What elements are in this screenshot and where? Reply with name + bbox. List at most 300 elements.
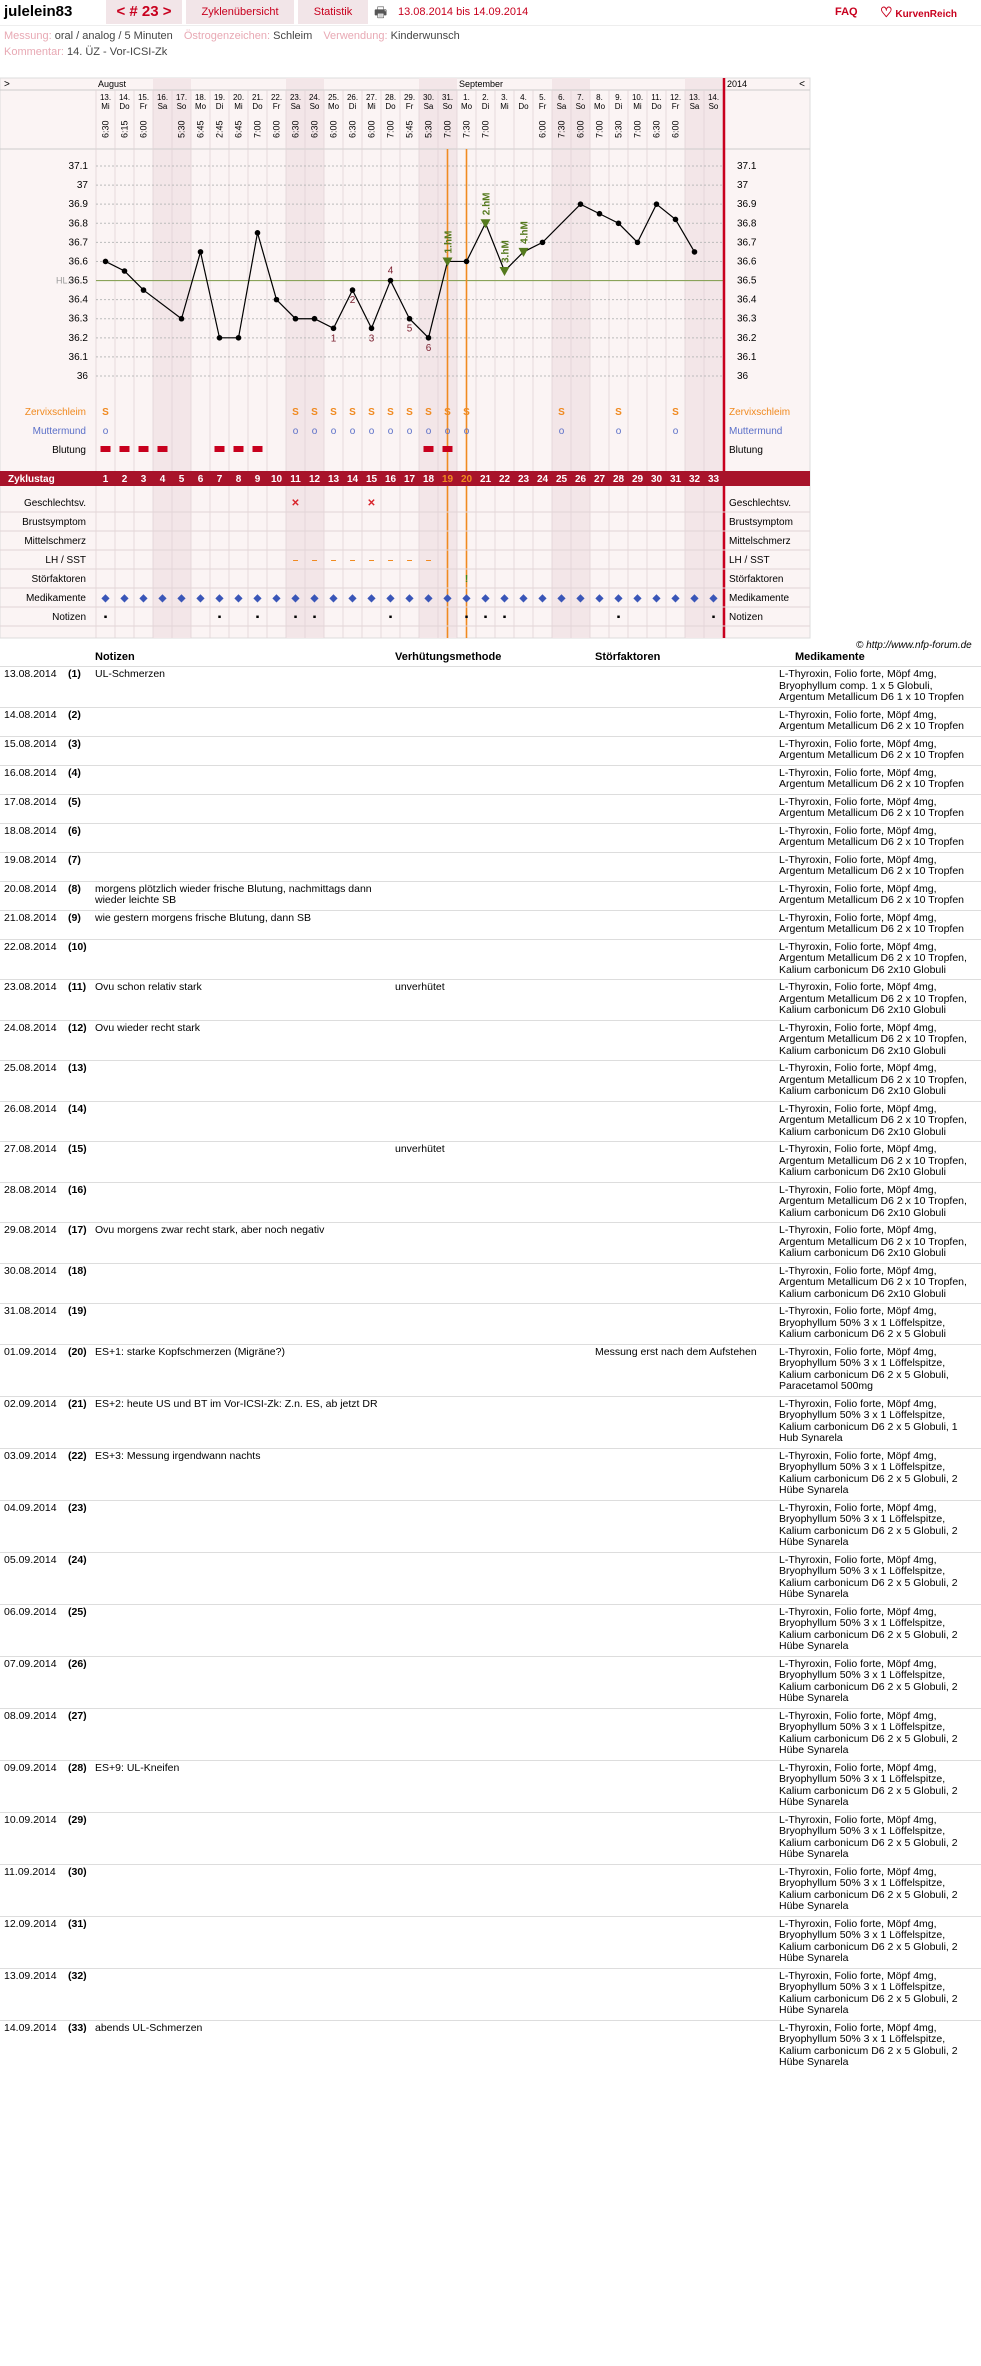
zervix-mark: S — [463, 407, 470, 418]
note-date: 10.09.2014 — [4, 1813, 57, 1826]
y-tick-label-right: 36.3 — [737, 313, 757, 325]
notes-col-notizen: Notizen — [95, 651, 135, 663]
time-label: 7:00 — [385, 120, 396, 138]
time-label: 2:45 — [214, 120, 225, 138]
cycle-day-number: 2 — [121, 474, 128, 485]
blutung-mark — [215, 446, 225, 452]
weekday-label: Di — [614, 102, 623, 111]
note-num: (6) — [68, 824, 81, 837]
note-med: L-Thyroxin, Folio forte, Möpf 4mg, Argentum Metallicum D6 2 x 10 Tropfen, Kalium carbonicum D6 2x10 Globuli — [779, 1021, 967, 1057]
muttermund-mark: o — [349, 426, 356, 437]
weekday-label: Fr — [405, 102, 414, 111]
cycle-overview-tab[interactable]: Zyklenübersicht — [186, 0, 294, 24]
cycle-chart — [0, 76, 981, 640]
cycle-day-number: 15 — [365, 474, 378, 485]
cycle-day-number: 29 — [631, 474, 644, 485]
blutung-mark — [253, 446, 263, 452]
date-label: 5. — [539, 93, 546, 102]
date-label: 22. — [270, 93, 283, 102]
cycle-day-number: 28 — [612, 474, 625, 485]
row-label-right: Geschlechtsv. — [729, 498, 792, 509]
cycle-day-number: 1 — [102, 474, 109, 485]
weekend-column — [172, 78, 191, 638]
temperature-point — [692, 249, 698, 255]
notes-header — [0, 651, 981, 665]
time-label: 7:00 — [594, 120, 605, 138]
row-mark: ◆ — [215, 593, 224, 604]
weekend-column — [153, 78, 172, 638]
row-label: Notizen — [52, 612, 86, 623]
note-row — [0, 1263, 981, 1304]
row-mark: – — [368, 555, 375, 566]
cycle-day-number: 7 — [216, 474, 223, 485]
note-date: 16.08.2014 — [4, 766, 57, 779]
row-mark: ◆ — [538, 593, 547, 604]
note-note: Ovu wieder recht stark — [95, 1021, 201, 1034]
row-mark: ◆ — [614, 593, 623, 604]
note-med: L-Thyroxin, Folio forte, Möpf 4mg, Bryophyllum 50% 3 x 1 Löffelspitze, Kalium carbonicum D6 2 x 5 Globuli, 2 Hübe Synarela — [779, 1553, 958, 1600]
zervix-mark: S — [102, 407, 109, 418]
note-date: 03.09.2014 — [4, 1449, 57, 1462]
y-tick-label-right: 36.4 — [737, 294, 757, 306]
blutung-label-right: Blutung — [729, 445, 763, 456]
cycle-day-number: 24 — [536, 474, 549, 485]
temp-count-label: 1 — [330, 333, 337, 345]
time-label: 6:15 — [119, 120, 130, 138]
note-num: (2) — [68, 708, 81, 721]
note-med: L-Thyroxin, Folio forte, Möpf 4mg, Bryophyllum 50% 3 x 1 Löffelspitze, Kalium carbonicum D6 2 x 5 Globuli, 2 Hübe Synarela — [779, 2021, 958, 2068]
date-label: 30. — [422, 93, 435, 102]
row-mark: ◆ — [500, 593, 509, 604]
weekday-label: Mi — [500, 102, 509, 111]
note-row — [0, 1916, 981, 1968]
faq-link[interactable]: FAQ — [835, 6, 858, 18]
note-row — [0, 1500, 981, 1552]
note-date: 25.08.2014 — [4, 1062, 57, 1074]
zervix-mark: S — [292, 407, 299, 418]
weekday-label: Do — [385, 102, 396, 111]
note-date: 05.09.2014 — [4, 1553, 57, 1566]
note-date: 29.08.2014 — [4, 1224, 57, 1236]
cycle-nav-button[interactable]: < # 23 > — [106, 0, 182, 24]
time-label: 6:30 — [100, 120, 111, 138]
time-label: 6:00 — [328, 120, 339, 138]
weekday-label: Sa — [556, 102, 567, 111]
row-label: Mittelschmerz — [24, 536, 86, 547]
zervix-mark: S — [615, 407, 622, 418]
time-label: 6:30 — [347, 120, 358, 138]
weekday-label: Sa — [157, 102, 168, 111]
cycle-day-number: 5 — [178, 474, 185, 485]
cycle-day-number: 17 — [403, 474, 416, 485]
weekday-label: Do — [651, 102, 662, 111]
time-label: 6:00 — [537, 120, 548, 138]
y-tick-label-right: 37 — [737, 180, 749, 192]
zervix-mark: S — [406, 407, 413, 418]
note-num: (25) — [68, 1605, 87, 1618]
weekday-label: Fr — [272, 102, 281, 111]
zervix-mark: S — [349, 407, 356, 418]
row-mark: – — [349, 555, 356, 566]
row-mark: ◆ — [367, 593, 376, 604]
note-med: L-Thyroxin, Folio forte, Möpf 4mg, Bryophyllum 50% 3 x 1 Löffelspitze, Kalium carbonicum D6 2 x 5 Globuli, 2 Hübe Synarela — [779, 1709, 958, 1756]
note-row — [0, 765, 981, 794]
row-mark: ◆ — [158, 593, 167, 604]
hm-label: 1.hM — [443, 230, 455, 254]
temperature-point — [255, 230, 261, 236]
blutung-label: Blutung — [52, 445, 86, 456]
date-range: 13.08.2014 bis 14.09.2014 — [398, 6, 529, 18]
date-label: 8. — [596, 93, 603, 102]
row-mark: ◆ — [462, 593, 471, 604]
y-tick-label: 36.3 — [68, 313, 88, 325]
date-label: 2. — [482, 93, 489, 102]
date-label: 15. — [137, 93, 150, 102]
row-mark: ◆ — [253, 593, 262, 604]
nav-next-label: < — [799, 79, 805, 90]
blutung-mark — [120, 446, 130, 452]
cycle-day-number: 20 — [460, 474, 473, 485]
row-mark: ◆ — [196, 593, 205, 604]
note-date: 24.08.2014 — [4, 1021, 57, 1034]
time-label: 7:00 — [442, 120, 453, 138]
note-date: 22.08.2014 — [4, 940, 57, 953]
note-date: 28.08.2014 — [4, 1183, 57, 1196]
row-mark: ✕ — [367, 498, 376, 509]
row-mark: ◆ — [443, 593, 452, 604]
note-med: L-Thyroxin, Folio forte, Möpf 4mg, Bryophyllum 50% 3 x 1 Löffelspitze, Kalium carbonicum D6 2 x 5 Globuli, 1 Hub Synarela — [779, 1397, 958, 1444]
cycle-day-number: 25 — [555, 474, 568, 485]
note-date: 04.09.2014 — [4, 1501, 57, 1514]
muttermund-mark: o — [558, 426, 565, 437]
temperature-point — [597, 211, 603, 217]
print-icon[interactable]: 🖶 — [374, 4, 388, 20]
row-mark: ▪ — [711, 612, 716, 623]
temperature-point — [312, 316, 318, 322]
row-mark: ◆ — [652, 593, 661, 604]
muttermund-mark: o — [615, 426, 622, 437]
temperature-point — [464, 259, 470, 265]
y-tick-label: 36.2 — [68, 332, 88, 344]
date-label: 23. — [289, 93, 302, 102]
note-num: (18) — [68, 1264, 87, 1277]
muttermund-mark: o — [463, 426, 470, 437]
note-num: (8) — [68, 882, 81, 895]
row-label: Geschlechtsv. — [23, 498, 86, 509]
temperature-point — [369, 325, 375, 331]
note-num: (16) — [68, 1183, 87, 1196]
cycle-day-number: 31 — [669, 474, 682, 485]
time-label: 5:30 — [423, 120, 434, 138]
cycle-day-number: 14 — [346, 474, 359, 485]
note-date: 21.08.2014 — [4, 911, 57, 924]
note-num: (14) — [68, 1102, 87, 1115]
weekend-column — [704, 78, 723, 638]
date-label: 3. — [501, 93, 508, 102]
note-date: 18.08.2014 — [4, 824, 57, 837]
date-label: 19. — [213, 93, 226, 102]
logo[interactable] — [880, 0, 957, 24]
note-stor: Messung erst nach dem Aufstehen — [595, 1345, 757, 1358]
temperature-point — [388, 278, 394, 284]
note-num: (29) — [68, 1813, 87, 1826]
meta-line-2 — [4, 44, 468, 60]
temp-count-label: 3 — [368, 333, 375, 345]
note-note: wie gestern morgens frische Blutung, dann SB — [95, 911, 311, 924]
note-row — [0, 852, 981, 881]
note-row — [0, 666, 981, 707]
note-row — [0, 1344, 981, 1396]
time-label: 7:30 — [461, 120, 472, 138]
note-row — [0, 1222, 981, 1263]
cycle-day-number: 4 — [159, 474, 166, 485]
note-date: 13.08.2014 — [4, 668, 57, 680]
zervix-mark: S — [387, 407, 394, 418]
date-label: 16. — [156, 93, 169, 102]
note-row — [0, 736, 981, 765]
row-mark: – — [406, 555, 413, 566]
note-num: (5) — [68, 795, 81, 808]
date-label: 14. — [707, 93, 720, 102]
top-bar — [0, 0, 981, 26]
row-mark: – — [330, 555, 337, 566]
note-med: L-Thyroxin, Folio forte, Möpf 4mg, Bryophyllum 50% 3 x 1 Löffelspitze, Kalium carbonicum D6 2 x 5 Globuli, 2 Hübe Synarela — [779, 1657, 958, 1704]
note-num: (26) — [68, 1657, 87, 1670]
row-mark: ◆ — [519, 593, 528, 604]
time-label: 6:00 — [366, 120, 377, 138]
note-row — [0, 1968, 981, 2020]
zervix-mark: S — [368, 407, 375, 418]
note-med: L-Thyroxin, Folio forte, Möpf 4mg, Argentum Metallicum D6 2 x 10 Tropfen, Kalium carbonicum D6 2x10 Globuli — [779, 1102, 967, 1138]
date-label: 21. — [251, 93, 264, 102]
note-num: (23) — [68, 1501, 87, 1514]
note-med: L-Thyroxin, Folio forte, Möpf 4mg, Argentum Metallicum D6 2 x 10 Tropfen, Kalium carbonicum D6 2x10 Globuli — [779, 1224, 967, 1259]
cycle-day-number: 9 — [254, 474, 261, 485]
temp-count-label: 6 — [425, 342, 432, 354]
note-row — [0, 1760, 981, 1812]
weekday-label: So — [708, 102, 719, 111]
statistics-tab[interactable]: Statistik — [298, 0, 368, 24]
weekday-label: Mo — [460, 102, 473, 111]
temperature-point — [103, 259, 109, 265]
messung-value: oral / analog / 5 Minuten — [54, 30, 173, 42]
oestrogen-key: Östrogenzeichen: — [183, 30, 271, 42]
row-mark: ▪ — [293, 612, 298, 623]
row-mark: ▪ — [312, 612, 317, 623]
note-note: ES+2: heute US und BT im Vor-ICSI-Zk: Z.n. ES, ab jetzt DR — [95, 1397, 378, 1410]
note-num: (11) — [68, 981, 87, 993]
y-tick-label-right: 36.7 — [737, 237, 757, 249]
row-mark: ▪ — [502, 612, 507, 623]
temperature-point — [635, 240, 641, 246]
row-mark: ◆ — [709, 593, 718, 604]
weekday-label: So — [575, 102, 586, 111]
note-date: 11.09.2014 — [4, 1865, 56, 1878]
notes-col-med: Medikamente — [795, 651, 865, 663]
note-num: (30) — [68, 1865, 87, 1878]
note-num: (7) — [68, 853, 81, 866]
notes-col-stor: Störfaktoren — [595, 651, 661, 663]
date-label: 26. — [346, 93, 359, 102]
row-label-right: Notizen — [729, 612, 763, 623]
cycle-day-number: 13 — [327, 474, 340, 485]
note-med: L-Thyroxin, Folio forte, Möpf 4mg, Bryophyllum 50% 3 x 1 Löffelspitze, Kalium carbonicum D6 2 x 5 Globuli, 2 Hübe Synarela — [779, 1865, 958, 1912]
blutung-mark — [101, 446, 111, 452]
cycle-day-number: 26 — [574, 474, 587, 485]
cycle-day-number: 16 — [384, 474, 397, 485]
note-med: L-Thyroxin, Folio forte, Möpf 4mg, Argentum Metallicum D6 2 x 10 Tropfen — [779, 708, 965, 732]
note-num: (20) — [68, 1345, 87, 1358]
note-med: L-Thyroxin, Folio forte, Möpf 4mg, Bryophyllum 50% 3 x 1 Löffelspitze, Kalium carbonicum D6 2 x 5 Globuli, 2 Hübe Synarela — [779, 1917, 958, 1964]
blutung-mark — [443, 446, 453, 452]
note-date: 02.09.2014 — [4, 1397, 57, 1410]
y-tick-label: 36.8 — [68, 218, 88, 230]
note-row — [0, 881, 981, 910]
hm-label: 2.hM — [481, 192, 493, 216]
verwendung-value: Kinderwunsch — [390, 30, 460, 42]
row-mark: ◆ — [405, 593, 414, 604]
year-label: 2014 — [727, 79, 748, 89]
weekday-label: Di — [215, 102, 224, 111]
note-row — [0, 939, 981, 980]
note-row — [0, 1060, 981, 1101]
kommentar-value: 14. ÜZ - Vor-ICSI-Zk — [66, 46, 168, 58]
row-mark: ◆ — [386, 593, 395, 604]
temperature-point — [179, 316, 185, 322]
date-label: 31. — [441, 93, 454, 102]
kommentar-key: Kommentar: — [4, 46, 64, 58]
note-med: L-Thyroxin, Folio forte, Möpf 4mg, Argentum Metallicum D6 2 x 10 Tropfen, Kalium carbonicum D6 2x10 Globuli — [779, 981, 967, 1016]
temperature-point — [141, 287, 147, 293]
note-date: 14.08.2014 — [4, 708, 57, 721]
note-med: L-Thyroxin, Folio forte, Möpf 4mg, Argentum Metallicum D6 2 x 10 Tropfen — [779, 824, 965, 848]
cycle-day-number: 23 — [517, 474, 530, 485]
verwendung-key: Verwendung: — [323, 30, 388, 42]
weekday-label: Do — [518, 102, 529, 111]
weekday-label: Di — [481, 102, 490, 111]
y-tick-label: 36.1 — [68, 351, 88, 363]
cycle-day-number: 27 — [593, 474, 606, 485]
note-row — [0, 1552, 981, 1604]
date-label: 25. — [327, 93, 340, 102]
note-date: 20.08.2014 — [4, 882, 57, 895]
weekday-label: Fr — [538, 102, 547, 111]
note-date: 14.09.2014 — [4, 2021, 57, 2034]
temperature-point — [198, 249, 204, 255]
time-label: 5:45 — [404, 120, 415, 138]
time-label: 7:00 — [252, 120, 263, 138]
note-num: (24) — [68, 1553, 87, 1566]
y-tick-label: 36.7 — [68, 237, 88, 249]
blutung-mark — [139, 446, 149, 452]
note-row — [0, 910, 981, 939]
note-med: L-Thyroxin, Folio forte, Möpf 4mg, Bryophyllum 50% 3 x 1 Löffelspitze, Kalium carbonicum D6 2 x 5 Globuli, 2 Hübe Synarela — [779, 1449, 958, 1496]
y-tick-label: 36.5 — [68, 275, 88, 287]
y-tick-label-right: 36.6 — [737, 256, 757, 268]
hm-label: 4.hM — [519, 221, 531, 244]
note-med: L-Thyroxin, Folio forte, Möpf 4mg, Bryophyllum 50% 3 x 1 Löffelspitze, Kalium carbonicum D6 2 x 5 Globuli, 2 Hübe Synarela — [779, 1605, 958, 1652]
note-note: morgens plötzlich wieder frische Blutung, nachmittags dann wieder leichte SB — [95, 882, 372, 906]
note-note: ES+9: UL-Kneifen — [95, 1761, 180, 1774]
month-label: August — [98, 79, 127, 89]
weekday-label: So — [176, 102, 187, 111]
note-row — [0, 1396, 981, 1448]
notes-col-verh: Verhütungsmethode — [395, 651, 502, 663]
note-num: (28) — [68, 1761, 87, 1774]
note-verh: unverhütet — [395, 1143, 445, 1155]
note-med: L-Thyroxin, Folio forte, Möpf 4mg, Bryophyllum 50% 3 x 1 Löffelspitze, Kalium carbonicum D6 2 x 5 Globuli, 2 Hübe Synarela — [779, 1501, 958, 1548]
weekday-label: Mi — [367, 102, 376, 111]
cycle-day-number: 32 — [688, 474, 701, 485]
cycle-day-number: 11 — [290, 474, 301, 485]
note-num: (1) — [68, 668, 81, 680]
row-mark: – — [292, 555, 299, 566]
note-date: 01.09.2014 — [4, 1345, 57, 1358]
row-mark: ◆ — [177, 593, 186, 604]
cycle-day-number: 8 — [235, 474, 242, 485]
y-tick-label: 37.1 — [68, 161, 88, 172]
temperature-point — [350, 287, 356, 293]
row-label: Medikamente — [25, 593, 86, 604]
blutung-mark — [158, 446, 168, 452]
coverline-label: HL: — [56, 275, 71, 286]
note-date: 17.08.2014 — [4, 795, 57, 808]
weekday-label: Fr — [139, 102, 148, 111]
cycle-day-number: 3 — [140, 474, 147, 485]
weekend-column — [552, 78, 571, 638]
zervix-mark: S — [330, 407, 337, 418]
y-tick-label-right: 36.1 — [737, 351, 757, 363]
note-row — [0, 1448, 981, 1500]
muttermund-mark: o — [406, 426, 413, 437]
row-mark: ◆ — [481, 593, 490, 604]
note-date: 09.09.2014 — [4, 1761, 57, 1774]
zervix-mark: S — [425, 407, 432, 418]
note-med: L-Thyroxin, Folio forte, Möpf 4mg, Argentum Metallicum D6 2 x 10 Tropfen — [779, 766, 965, 790]
weekend-column — [305, 78, 324, 638]
row-label: Störfaktoren — [31, 574, 86, 585]
y-tick-label-right: 36.8 — [737, 218, 757, 230]
note-date: 06.09.2014 — [4, 1605, 57, 1618]
note-verh: unverhütet — [395, 981, 445, 993]
temperature-point — [122, 268, 128, 274]
blutung-mark — [424, 446, 434, 452]
note-row — [0, 1303, 981, 1344]
date-label: 14. — [118, 93, 131, 102]
row-label-right: LH / SST — [729, 555, 770, 566]
muttermund-mark: o — [311, 426, 318, 437]
row-label-right: Brustsymptom — [729, 517, 793, 528]
note-row — [0, 1604, 981, 1656]
note-med: L-Thyroxin, Folio forte, Möpf 4mg, Bryophyllum 50% 3 x 1 Löffelspitze, Kalium carbonicum D6 2 x 5 Globuli, 2 Hübe Synarela — [779, 1761, 958, 1808]
weekday-label: Mi — [101, 102, 110, 111]
zervix-mark: S — [558, 407, 565, 418]
date-label: 27. — [365, 93, 378, 102]
note-row — [0, 1656, 981, 1708]
row-mark: ◆ — [424, 593, 433, 604]
y-tick-label: 36.6 — [68, 256, 88, 268]
note-num: (3) — [68, 737, 81, 750]
cycle-day-number: 6 — [197, 474, 204, 485]
note-num: (4) — [68, 766, 81, 779]
temperature-point — [407, 316, 413, 322]
note-num: (17) — [68, 1224, 87, 1236]
muttermund-mark: o — [368, 426, 375, 437]
note-med: L-Thyroxin, Folio forte, Möpf 4mg, Argentum Metallicum D6 2 x 10 Tropfen — [779, 853, 965, 877]
time-label: 6:30 — [651, 120, 662, 138]
note-row — [0, 2020, 981, 2072]
date-label: 10. — [631, 93, 644, 102]
